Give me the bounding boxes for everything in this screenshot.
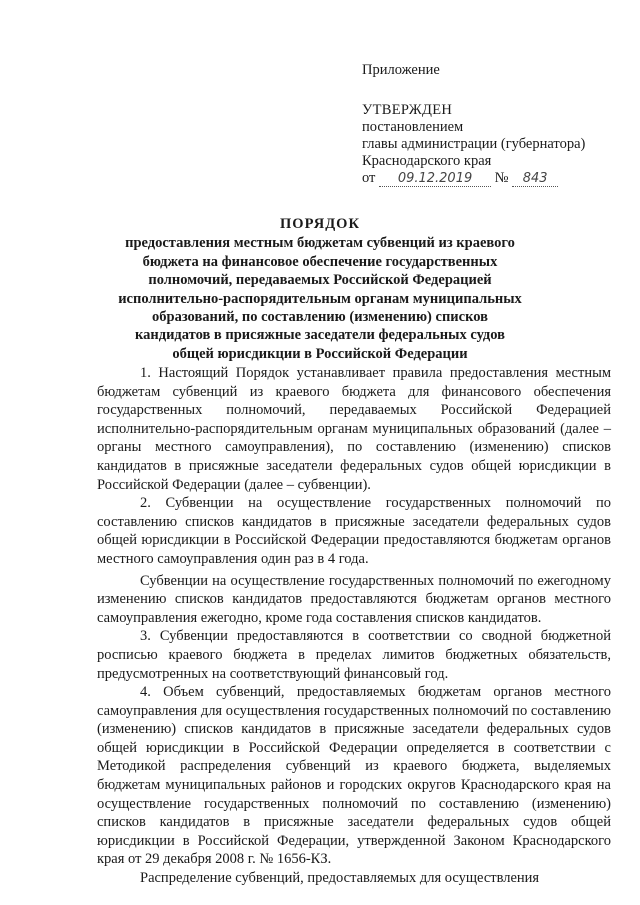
title-heading: ПОРЯДОК [280, 216, 360, 232]
order-date-line [362, 170, 622, 187]
paragraph-2: 2. Субвенции на осуществление государственных полномочий по составлению списков кандидатов в присяжные заседатели федеральных судов общей юрисдикции в Российской Федерации предоставляются бюджетам органов местного самоуправления один раз в 4 года. [97, 495, 611, 567]
approval-line: постановлением [362, 119, 464, 135]
title-line: исполнительно-распорядительным органам муниципальных [118, 290, 522, 307]
approved-label: УТВЕРЖДЕН [362, 102, 453, 118]
date-prefix: от [362, 170, 376, 186]
document-title [110, 215, 530, 363]
approval-line: Краснодарского края [362, 153, 492, 169]
title-line: полномочий, передаваемых Российской Федерацией [148, 272, 492, 289]
title-line: образований, по составлению (изменению) списков [152, 309, 488, 326]
paragraph-5: Распределение субвенций, предоставляемых для осуществления [140, 870, 540, 887]
paragraph-1: 1. Настоящий Порядок устанавливает правила предоставления местным бюджетам субвенций из краевого бюджета для финансового обеспечения государственных полномочий, передаваемых Российской Федерацией исполнительно-распорядительным органам муниципальных образований (далее – органы местного самоуправления), по составлению (изменению) списков кандидатов в присяжные заседатели федеральных судов общей юрисдикции в Российской Федерации (далее – субвенции). [97, 365, 611, 493]
title-line: бюджета на финансовое обеспечение государственных [142, 253, 498, 270]
title-line: общей юрисдикции в Российской Федерации [172, 345, 468, 362]
title-line: предоставления местным бюджетам субвенций из краевого [125, 235, 515, 252]
handwritten-number: 843 [512, 172, 558, 187]
paragraph-4: 4. Объем субвенций, предоставляемых бюджетам органов местного самоуправления для осуществления государственных полномочий по составлению (изменению) списков кандидатов в присяжные заседатели федеральных судов общей юрисдикции в Российской Федерации определяется в соответствии с Методикой распределения субвенций из краевого бюджета, выделяемых бюджетам муниципальных районов и городских округов Краснодарского края на осуществление государственных полномочий по составлению (изменению) списков кандидатов в присяжные заседатели федеральных судов общей юрисдикции в Российской Федерации, утвержденной Законом Краснодарского края от 29 декабря 2008 г. № 1656-КЗ. [97, 684, 611, 868]
title-line: кандидатов в присяжные заседатели федеральных судов [135, 327, 505, 344]
paragraph-3: 3. Субвенции предоставляются в соответствии со сводной бюджетной росписью краевого бюджета в пределах лимитов бюджетных обязательств, предусмотренных на соответствующий финансовый год. [97, 628, 611, 682]
number-prefix: № [494, 170, 509, 186]
approval-block [362, 62, 622, 187]
handwritten-date: 09.12.2019 [379, 172, 491, 187]
document-body [97, 364, 611, 888]
approval-line: главы администрации (губернатора) [362, 136, 586, 152]
paragraph-2-continued: Субвенции на осуществление государственных полномочий по ежегодному изменению списков кандидатов предоставляются бюджетам органов местного самоуправления ежегодно, кроме года составления списков кандидатов. [97, 572, 611, 626]
appendix-label: Приложение [362, 62, 440, 78]
